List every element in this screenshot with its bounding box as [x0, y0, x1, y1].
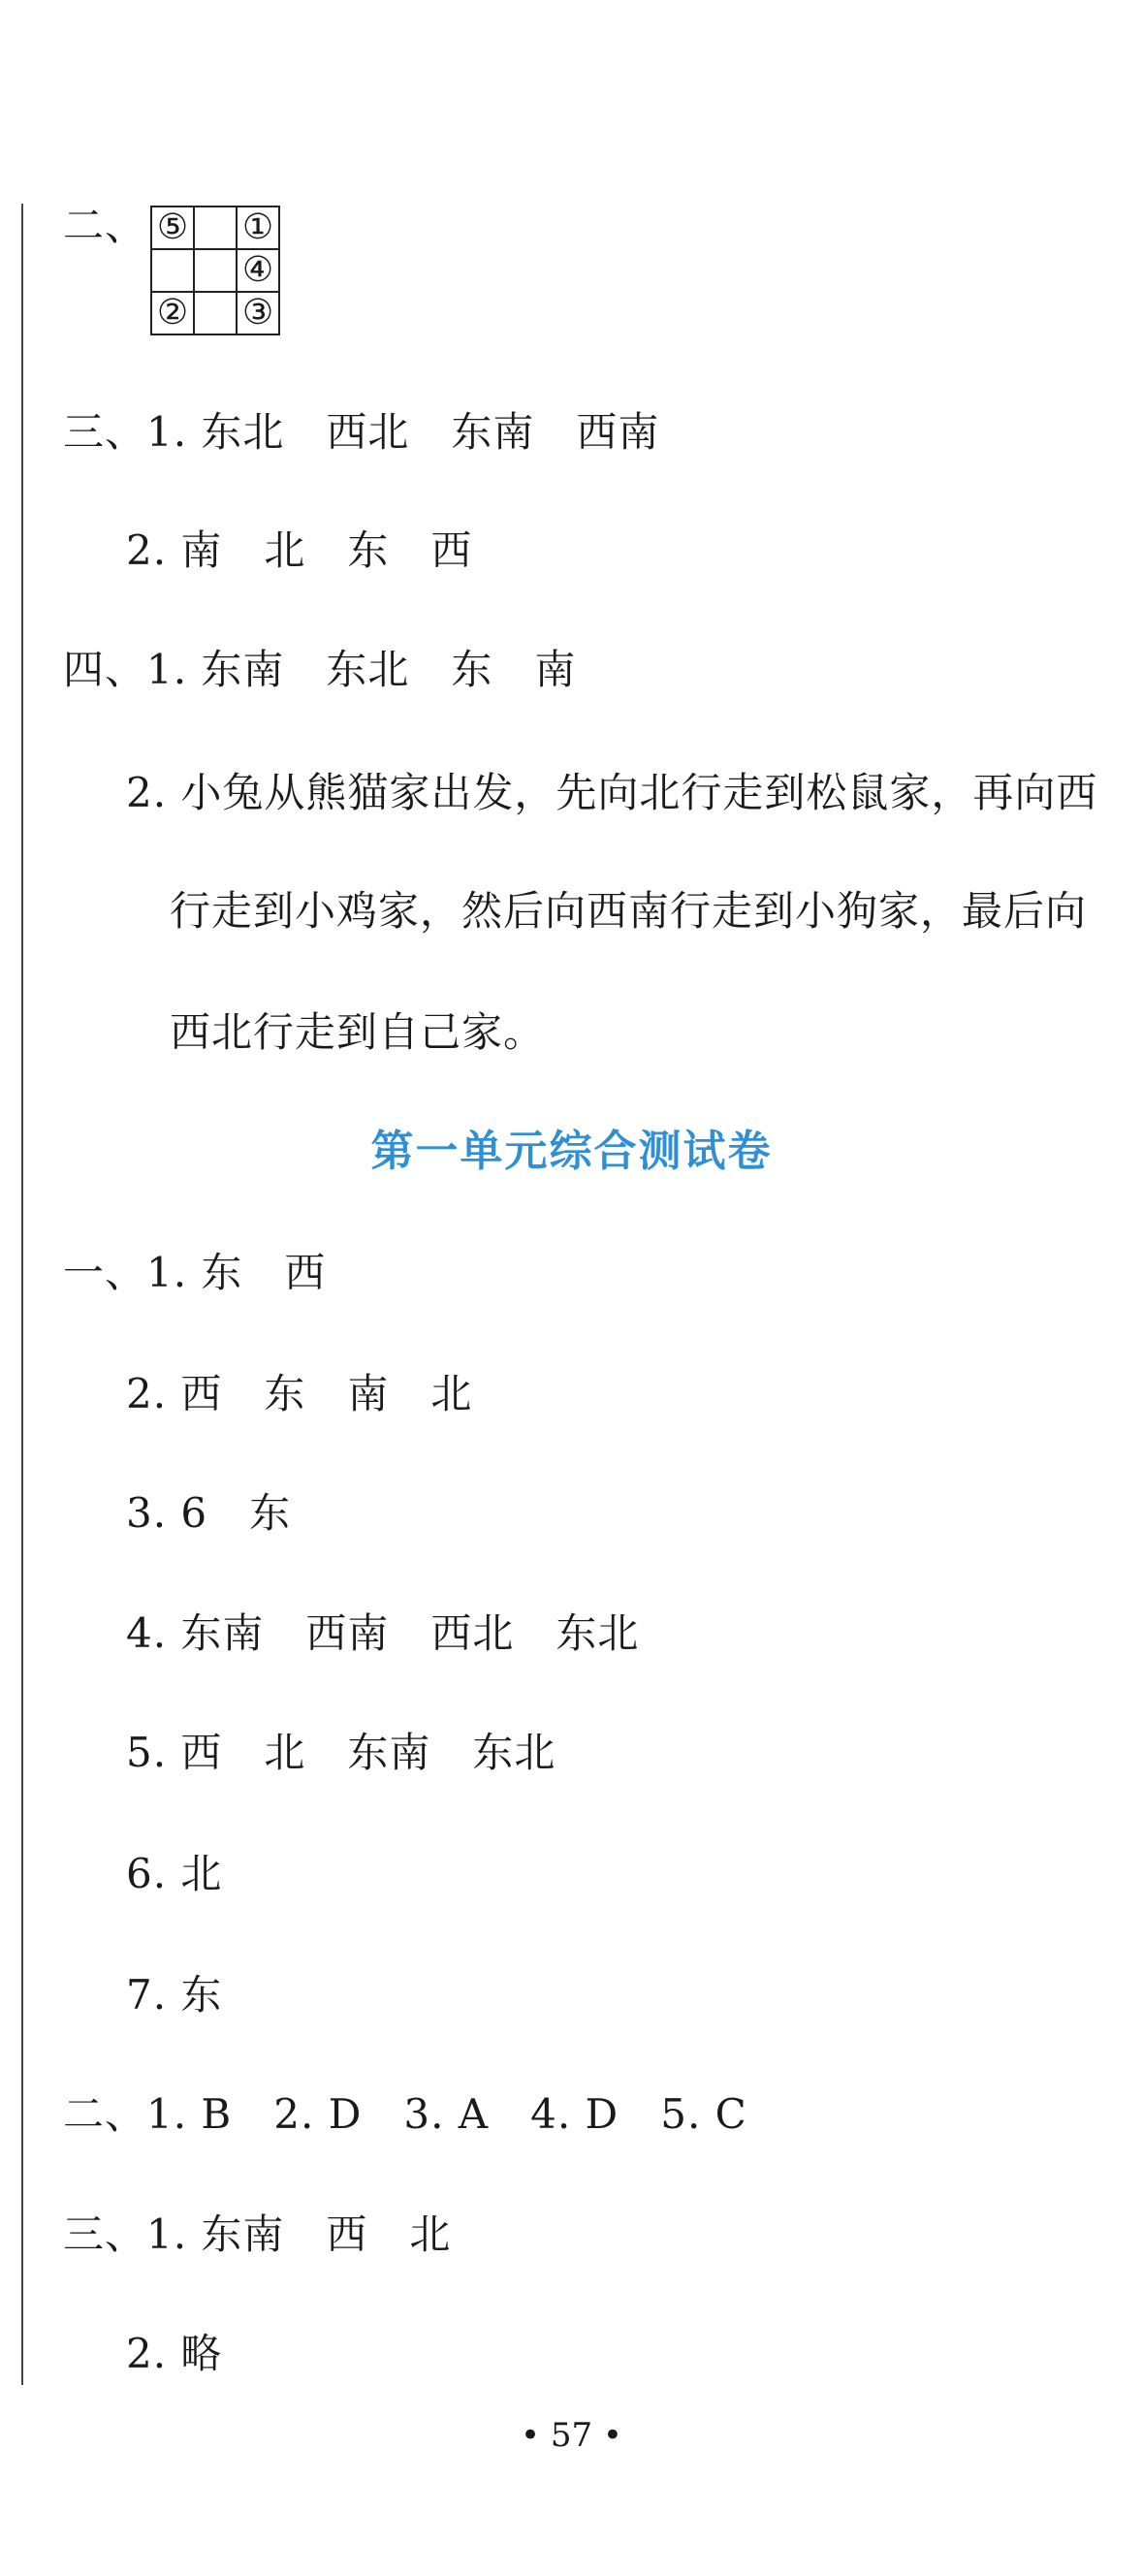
grid-cell: ①: [237, 207, 279, 249]
answer-line: 二、1. B 2. D 3. A 4. D 5. C: [63, 2090, 747, 2138]
margin-rule: [21, 204, 23, 2385]
grid-cell: [194, 249, 237, 292]
answer-line: 4. 东南 西南 西北 东北: [126, 1609, 640, 1657]
answer-line: 四、1. 东南 东北 东 南: [63, 646, 577, 693]
answer-line: 2. 南 北 东 西: [126, 526, 473, 574]
q2-label: 二、: [63, 202, 147, 249]
grid-cell: ④: [237, 249, 279, 292]
grid-cell: [194, 207, 237, 249]
answer-line: 2. 略: [126, 2330, 223, 2377]
grid-cell: ⑤: [151, 207, 194, 249]
answer-line: 2. 小兔从熊猫家出发，先向北行走到松鼠家，再向西: [126, 769, 1098, 816]
answer-line: 3. 6 东: [126, 1489, 292, 1537]
grid-row: [151, 292, 279, 334]
grid-cell: ②: [151, 292, 194, 334]
grid-cell: ③: [237, 292, 279, 334]
answer-line: 三、1. 东南 西 北: [63, 2210, 452, 2258]
answer-line: 5. 西 北 东南 东北: [126, 1729, 556, 1776]
page-number: • 57 •: [521, 2416, 622, 2455]
section-title: 第一单元综合测试卷: [370, 1127, 773, 1176]
answer-line: 西北行走到自己家。: [170, 1008, 546, 1056]
answer-line: 7. 东: [126, 1971, 223, 2019]
grid-row: [151, 207, 279, 249]
answer-line: 一、1. 东 西: [63, 1249, 327, 1296]
answer-line: 行走到小鸡家，然后向西南行走到小狗家，最后向: [170, 887, 1088, 935]
grid-cell: [151, 249, 194, 292]
answer-line: 三、1. 东北 西北 东南 西南: [63, 408, 660, 456]
answer-line: 2. 西 东 南 北: [126, 1370, 473, 1417]
grid-row: [151, 249, 279, 292]
answer-line: 6. 北: [126, 1850, 223, 1897]
grid-cell: [194, 292, 237, 334]
direction-grid: [150, 206, 280, 335]
